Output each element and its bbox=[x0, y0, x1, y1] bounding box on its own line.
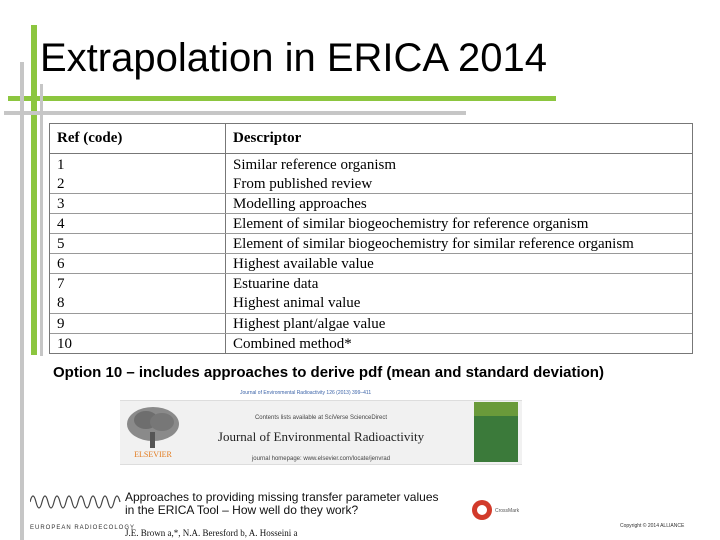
table-row bbox=[50, 293, 692, 313]
elsevier-tree-logo-icon bbox=[122, 402, 184, 462]
row-code: 5 bbox=[57, 236, 65, 252]
table-row bbox=[50, 333, 692, 354]
slide-title: Extrapolation in ERICA 2014 bbox=[40, 36, 547, 80]
brand-wordmark: EUROPEAN RADIOECOLOGY bbox=[30, 525, 136, 531]
row-code: 8 bbox=[57, 295, 65, 311]
accent-bar-vertical bbox=[31, 25, 37, 355]
copyright-text: Copyright © 2014 ALLIANCE bbox=[620, 523, 685, 529]
row-descriptor: Modelling approaches bbox=[233, 196, 367, 212]
table-row bbox=[50, 233, 692, 254]
row-code: 6 bbox=[57, 256, 65, 272]
row-descriptor: Combined method* bbox=[233, 336, 352, 352]
article-title bbox=[125, 491, 439, 517]
header-descriptor: Descriptor bbox=[233, 130, 302, 146]
contents-line: Contents lists available at SciVerse ScienceDirect bbox=[254, 415, 388, 421]
accent-bar-horizontal bbox=[8, 96, 556, 101]
crossmark-icon bbox=[470, 497, 520, 523]
option-note: Option 10 – includes approaches to derive pdf (mean and standard deviation) bbox=[53, 364, 604, 381]
row-code: 9 bbox=[57, 316, 65, 332]
reference-code-table bbox=[49, 123, 693, 354]
row-descriptor: Similar reference organism bbox=[233, 157, 396, 173]
journal-homepage: journal homepage: www.elsevier.com/locate/jenvrad bbox=[251, 456, 391, 462]
row-descriptor: Element of similar biogeochemistry for similar reference organism bbox=[233, 236, 634, 252]
row-descriptor: Highest animal value bbox=[233, 295, 361, 311]
article-title-line-2: in the ERICA Tool – How well do they work? bbox=[125, 503, 359, 517]
header-ref-code: Ref (code) bbox=[57, 130, 123, 146]
table-row bbox=[50, 174, 692, 194]
article-authors: J.E. Brown a,*, N.A. Beresford b, A. Hosseini a bbox=[125, 528, 298, 538]
journal-name: Journal of Environmental Radioactivity bbox=[217, 429, 425, 444]
article-title-line-1: Approaches to providing missing transfer parameter values bbox=[125, 490, 439, 504]
row-code: 3 bbox=[57, 196, 65, 212]
row-descriptor: Highest available value bbox=[233, 256, 374, 272]
radioecology-wave-logo-icon bbox=[30, 490, 122, 514]
row-code: 7 bbox=[57, 276, 65, 292]
row-code: 1 bbox=[57, 157, 65, 173]
journal-header-image bbox=[120, 390, 522, 475]
table-row bbox=[50, 253, 692, 274]
row-descriptor: Element of similar biogeochemistry for reference organism bbox=[233, 216, 589, 232]
row-descriptor: From published review bbox=[233, 176, 373, 192]
row-code: 2 bbox=[57, 176, 65, 192]
table-row bbox=[50, 273, 692, 294]
decor-bar-vertical bbox=[20, 62, 24, 540]
publisher-name: ELSEVIER bbox=[134, 450, 172, 459]
crossmark-label: CrossMark bbox=[495, 508, 520, 514]
table-header-row bbox=[50, 124, 692, 154]
row-code: 4 bbox=[57, 216, 65, 232]
decor-bar-horizontal bbox=[4, 111, 466, 115]
journal-cover-thumbnail bbox=[474, 402, 518, 462]
journal-citation: Journal of Environmental Radioactivity 126 (2013) 399–411 bbox=[240, 390, 372, 396]
article-snippet bbox=[30, 488, 530, 540]
table-row bbox=[50, 313, 692, 334]
table-row bbox=[50, 213, 692, 234]
decor-bar-vertical-thin bbox=[40, 84, 43, 356]
table-row bbox=[50, 193, 692, 214]
table-row bbox=[50, 155, 692, 175]
row-descriptor: Highest plant/algae value bbox=[233, 316, 386, 332]
row-descriptor: Estuarine data bbox=[233, 276, 319, 292]
row-code: 10 bbox=[57, 336, 72, 352]
